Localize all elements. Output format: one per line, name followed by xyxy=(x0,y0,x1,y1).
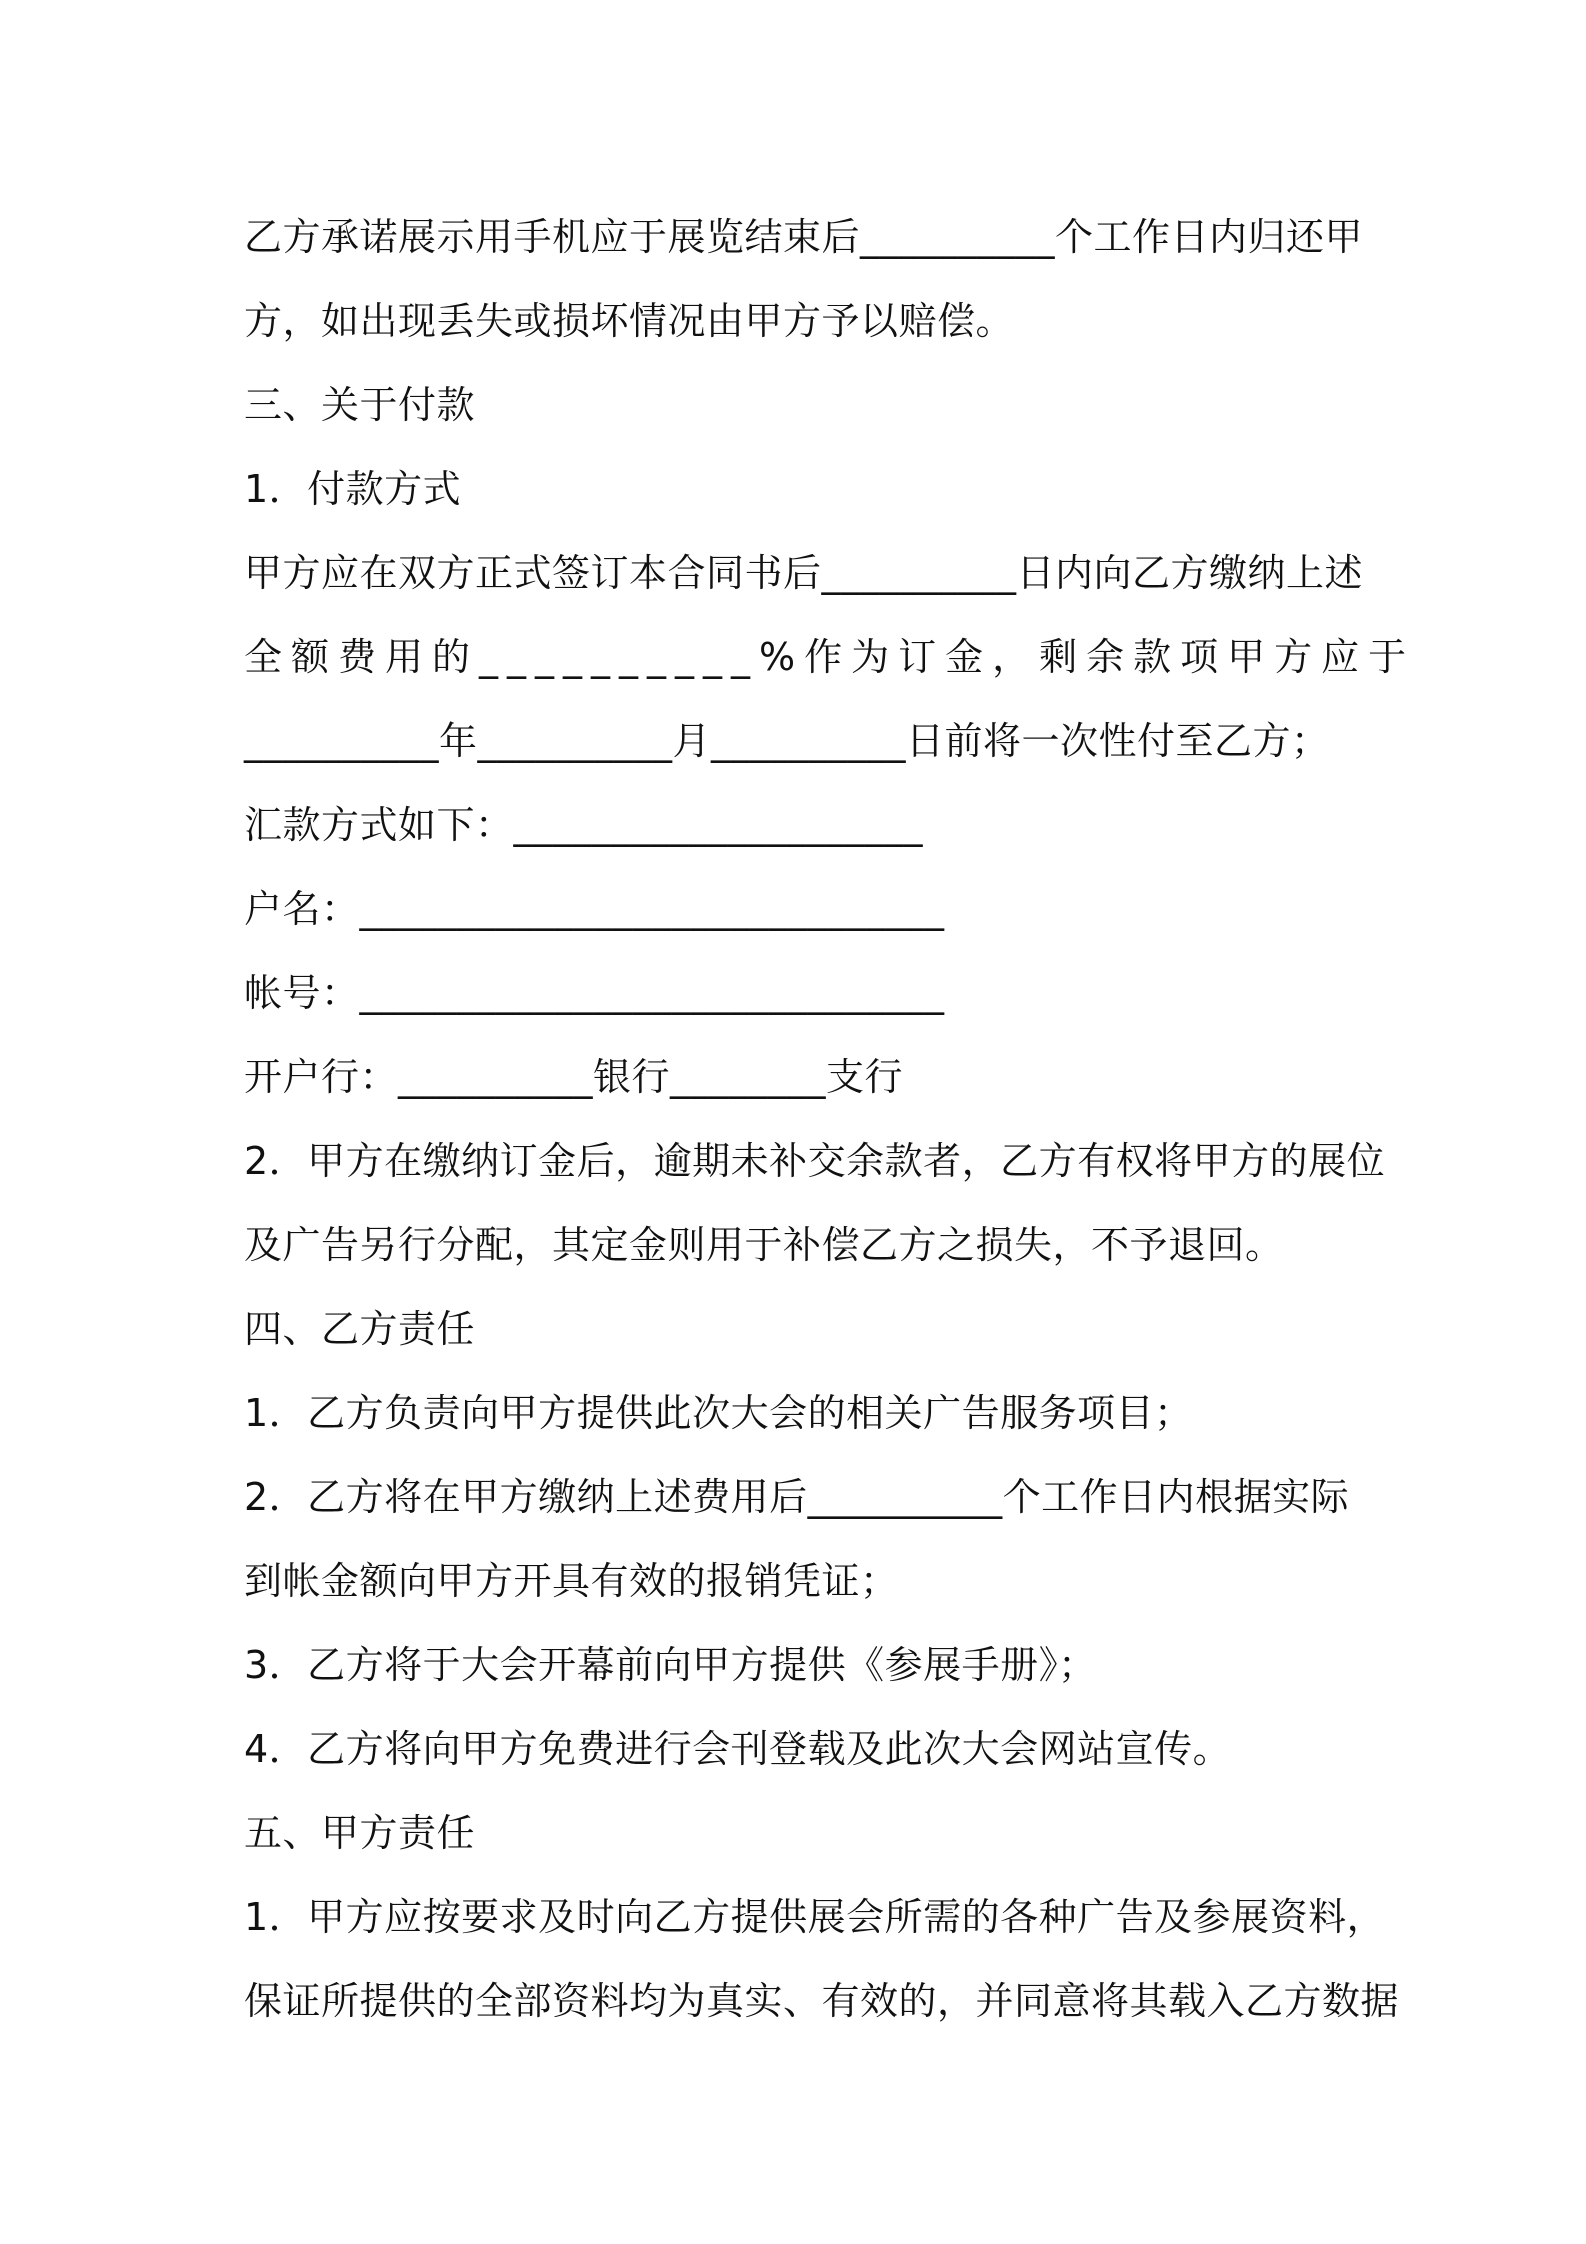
bank-branch-line: 开户行：__________银行________支行 xyxy=(244,1055,904,1099)
account-name-line: 户名：______________________________ xyxy=(244,887,945,931)
paragraph-return-phone-cont: 方，如出现丢失或损坏情况由甲方予以赔偿。 xyxy=(244,299,1015,343)
party-b-item-3: 3．乙方将于大会开幕前向甲方提供《参展手册》； xyxy=(244,1643,1097,1687)
party-b-item-2-cont: 到帐金额向甲方开具有效的报销凭证； xyxy=(244,1559,899,1603)
section-heading-party-b: 四、乙方责任 xyxy=(244,1307,476,1351)
subheading-payment-method: 1．付款方式 xyxy=(244,467,462,511)
paragraph-deposit: 甲方应在双方正式签订本合同书后__________日内向乙方缴纳上述 xyxy=(244,551,1364,595)
paragraph-return-phone: 乙方承诺展示用手机应于展览结束后__________个工作日内归还甲 xyxy=(244,215,1364,259)
party-b-item-4: 4．乙方将向甲方免费进行会刊登载及此次大会网站宣传。 xyxy=(244,1727,1232,1771)
party-a-item-1: 1．甲方应按要求及时向乙方提供展会所需的各种广告及参展资料， xyxy=(244,1895,1386,1939)
party-b-item-1: 1．乙方负责向甲方提供此次大会的相关广告服务项目； xyxy=(244,1391,1193,1435)
remittance-method-line: 汇款方式如下：_____________________ xyxy=(244,803,924,847)
paragraph-deposit-cont: 全额费用的__________%作为订金，剩余款项甲方应于 xyxy=(244,635,1416,679)
section-heading-party-a: 五、甲方责任 xyxy=(244,1811,476,1855)
section-heading-payment: 三、关于付款 xyxy=(244,383,476,427)
document-page xyxy=(244,195,1416,2043)
paragraph-overdue: 2．甲方在缴纳订金后，逾期未补交余款者，乙方有权将甲方的展位 xyxy=(244,1139,1386,1183)
account-number-line: 帐号：______________________________ xyxy=(244,971,945,1015)
paragraph-overdue-cont: 及广告另行分配，其定金则用于补偿乙方之损失，不予退回。 xyxy=(244,1223,1284,1267)
party-b-item-2: 2．乙方将在甲方缴纳上述费用后__________个工作日内根据实际 xyxy=(244,1475,1350,1519)
party-a-item-1-cont: 保证所提供的全部资料均为真实、有效的，并同意将其载入乙方数据 xyxy=(244,1979,1400,2023)
paragraph-deposit-date: __________年__________月__________日前将一次性付至乙方； xyxy=(244,719,1330,763)
